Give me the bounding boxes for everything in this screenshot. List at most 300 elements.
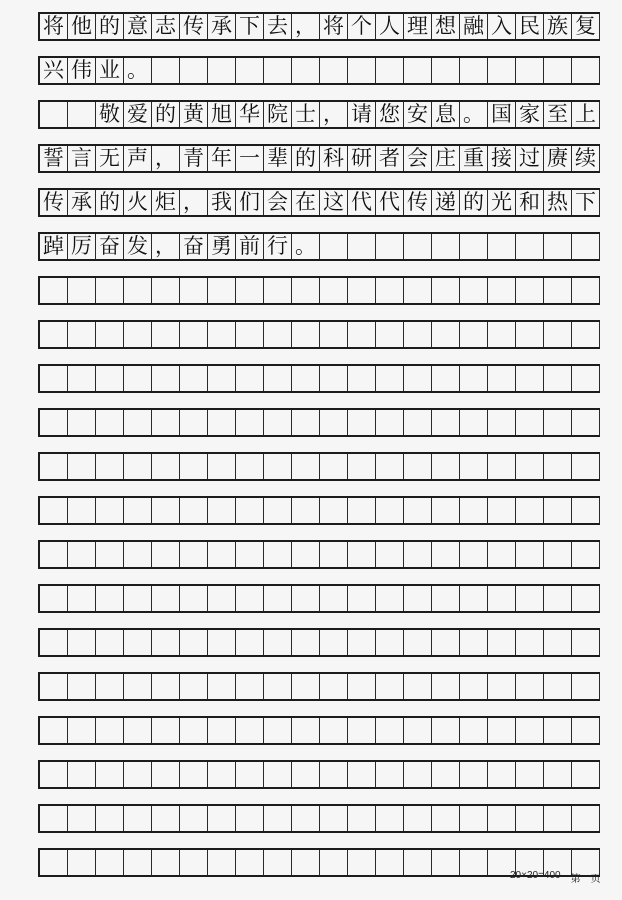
grid-cell <box>404 498 432 523</box>
grid-cell <box>516 234 544 259</box>
grid-cell <box>208 806 236 831</box>
grid-cell: 科 <box>320 146 348 171</box>
grid-cell: 院 <box>264 102 292 127</box>
grid-cell <box>208 322 236 347</box>
grid-cell <box>96 762 124 787</box>
grid-cell <box>68 762 96 787</box>
grid-cell <box>516 674 544 699</box>
grid-cell: 士 <box>292 102 320 127</box>
grid-cell: ， <box>152 234 180 259</box>
grid-cell: 下 <box>572 190 600 215</box>
grid-cell <box>488 234 516 259</box>
grid-cell <box>124 850 152 875</box>
manuscript-row <box>38 804 600 833</box>
grid-cell <box>40 410 68 435</box>
grid-cell <box>68 454 96 479</box>
grid-cell <box>404 718 432 743</box>
grid-cell <box>460 630 488 655</box>
grid-cell: 踔 <box>40 234 68 259</box>
grid-cell: 业 <box>96 58 124 83</box>
grid-cell: 个 <box>348 14 376 39</box>
grid-cell <box>292 674 320 699</box>
grid-cell <box>432 410 460 435</box>
manuscript-row <box>38 364 600 393</box>
grid-cell <box>348 806 376 831</box>
grid-cell <box>404 850 432 875</box>
grid-cell <box>516 630 544 655</box>
grid-cell <box>236 58 264 83</box>
grid-cell <box>292 586 320 611</box>
grid-cell: 代 <box>348 190 376 215</box>
grid-cell <box>180 410 208 435</box>
grid-cell <box>124 278 152 303</box>
grid-cell <box>488 410 516 435</box>
grid-cell <box>124 586 152 611</box>
grid-cell <box>236 806 264 831</box>
grid-cell <box>376 498 404 523</box>
grid-cell <box>516 58 544 83</box>
grid-cell <box>152 322 180 347</box>
manuscript-row <box>38 408 600 437</box>
grid-cell <box>208 498 236 523</box>
grid-cell <box>376 630 404 655</box>
grid-cell <box>320 850 348 875</box>
grid-cell <box>180 674 208 699</box>
grid-cell: 在 <box>292 190 320 215</box>
grid-cell <box>544 410 572 435</box>
manuscript-row <box>38 320 600 349</box>
grid-cell: 去 <box>264 14 292 39</box>
grid-cell <box>544 454 572 479</box>
grid-cell <box>488 366 516 391</box>
grid-cell <box>236 762 264 787</box>
manuscript-row <box>38 56 600 85</box>
grid-cell <box>516 278 544 303</box>
grid-cell: 炬 <box>152 190 180 215</box>
grid-cell <box>208 718 236 743</box>
grid-cell <box>488 542 516 567</box>
grid-cell <box>348 278 376 303</box>
grid-cell <box>404 542 432 567</box>
grid-cell <box>180 278 208 303</box>
grid-cell <box>96 850 124 875</box>
grid-cell <box>544 278 572 303</box>
grid-cell <box>40 718 68 743</box>
grid-cell <box>180 850 208 875</box>
grid-cell: ， <box>180 190 208 215</box>
grid-cell <box>96 718 124 743</box>
grid-cell <box>264 58 292 83</box>
grid-cell: 言 <box>68 146 96 171</box>
grid-cell <box>236 718 264 743</box>
grid-cell <box>152 806 180 831</box>
grid-cell <box>152 762 180 787</box>
grid-cell <box>404 674 432 699</box>
grid-cell <box>488 586 516 611</box>
grid-cell <box>348 454 376 479</box>
grid-cell <box>404 630 432 655</box>
grid-cell <box>376 806 404 831</box>
grid-cell: 请 <box>348 102 376 127</box>
grid-cell <box>320 674 348 699</box>
grid-cell: 年 <box>208 146 236 171</box>
grid-cell <box>348 718 376 743</box>
grid-cell <box>348 322 376 347</box>
grid-cell <box>348 366 376 391</box>
grid-cell <box>124 806 152 831</box>
grid-cell: 会 <box>404 146 432 171</box>
grid-cell <box>320 454 348 479</box>
grid-cell: 人 <box>376 14 404 39</box>
grid-cell <box>544 542 572 567</box>
grid-cell: 家 <box>516 102 544 127</box>
grid-cell <box>180 542 208 567</box>
grid-cell <box>348 674 376 699</box>
grid-cell <box>208 762 236 787</box>
grid-cell <box>292 542 320 567</box>
grid-cell <box>292 630 320 655</box>
page-label-prefix: 第 <box>570 874 581 885</box>
grid-cell <box>460 542 488 567</box>
manuscript-row <box>38 276 600 305</box>
grid-cell <box>572 762 600 787</box>
grid-cell: 光 <box>488 190 516 215</box>
grid-cell <box>404 806 432 831</box>
grid-cell <box>432 322 460 347</box>
manuscript-row <box>38 760 600 789</box>
grid-cell: 声 <box>124 146 152 171</box>
grid-cell <box>40 806 68 831</box>
grid-cell <box>152 366 180 391</box>
grid-cell <box>96 454 124 479</box>
grid-cell <box>96 322 124 347</box>
grid-cell <box>572 542 600 567</box>
grid-cell <box>264 762 292 787</box>
grid-cell <box>292 718 320 743</box>
grid-cell <box>432 278 460 303</box>
grid-cell <box>488 762 516 787</box>
grid-cell <box>460 850 488 875</box>
grid-cell: 的 <box>292 146 320 171</box>
grid-cell <box>68 850 96 875</box>
grid-cell <box>236 410 264 435</box>
grid-cell <box>460 278 488 303</box>
grid-cell <box>124 322 152 347</box>
grid-cell <box>96 630 124 655</box>
grid-cell <box>264 586 292 611</box>
grid-cell <box>208 850 236 875</box>
grid-cell: 。 <box>460 102 488 127</box>
grid-cell <box>460 674 488 699</box>
grid-cell: 奋 <box>96 234 124 259</box>
grid-cell <box>292 58 320 83</box>
grid-cell <box>292 454 320 479</box>
grid-cell <box>516 718 544 743</box>
manuscript-row <box>38 496 600 525</box>
grid-cell: 入 <box>488 14 516 39</box>
grid-cell <box>320 718 348 743</box>
grid-cell <box>572 674 600 699</box>
grid-cell <box>572 234 600 259</box>
grid-cell: 前 <box>236 234 264 259</box>
grid-cell: 息 <box>432 102 460 127</box>
grid-cell <box>96 498 124 523</box>
grid-cell <box>432 454 460 479</box>
grid-cell: 者 <box>376 146 404 171</box>
grid-cell <box>124 498 152 523</box>
grid-cell <box>292 762 320 787</box>
grid-cell: 传 <box>180 14 208 39</box>
grid-cell <box>516 806 544 831</box>
grid-cell: 辈 <box>264 146 292 171</box>
grid-cell: 。 <box>292 234 320 259</box>
grid-cell <box>348 762 376 787</box>
grid-cell <box>320 630 348 655</box>
grid-cell <box>40 630 68 655</box>
grid-cell <box>152 498 180 523</box>
grid-cell <box>460 454 488 479</box>
grid-cell <box>516 454 544 479</box>
grid-cell <box>292 366 320 391</box>
grid-cell <box>460 234 488 259</box>
paper-format-label: 20×20=400 <box>510 870 561 881</box>
grid-cell <box>40 102 68 127</box>
grid-cell <box>320 498 348 523</box>
grid-cell <box>488 454 516 479</box>
grid-cell <box>208 542 236 567</box>
grid-cell <box>180 454 208 479</box>
grid-cell <box>348 542 376 567</box>
grid-cell <box>320 322 348 347</box>
grid-cell: 传 <box>40 190 68 215</box>
grid-cell: 发 <box>124 234 152 259</box>
grid-cell <box>124 630 152 655</box>
grid-cell: 热 <box>544 190 572 215</box>
grid-cell <box>432 806 460 831</box>
grid-cell <box>292 498 320 523</box>
grid-cell <box>572 586 600 611</box>
grid-cell: ， <box>292 14 320 39</box>
grid-cell <box>460 322 488 347</box>
grid-cell <box>236 630 264 655</box>
grid-cell <box>404 586 432 611</box>
grid-cell <box>432 762 460 787</box>
grid-cell <box>124 674 152 699</box>
grid-cell: 将 <box>40 14 68 39</box>
grid-cell <box>264 674 292 699</box>
manuscript-row <box>38 188 600 217</box>
grid-cell <box>152 454 180 479</box>
grid-cell <box>320 806 348 831</box>
grid-cell <box>236 498 264 523</box>
grid-cell <box>96 542 124 567</box>
grid-cell <box>572 806 600 831</box>
grid-cell <box>124 762 152 787</box>
grid-cell <box>40 366 68 391</box>
grid-cell: 代 <box>376 190 404 215</box>
grid-cell <box>40 762 68 787</box>
grid-cell: 爱 <box>124 102 152 127</box>
grid-cell <box>96 410 124 435</box>
grid-cell <box>516 410 544 435</box>
grid-cell <box>516 762 544 787</box>
grid-cell: 传 <box>404 190 432 215</box>
grid-cell <box>348 58 376 83</box>
grid-cell <box>264 850 292 875</box>
grid-cell <box>292 806 320 831</box>
grid-cell <box>516 322 544 347</box>
grid-cell: 至 <box>544 102 572 127</box>
grid-cell <box>432 674 460 699</box>
grid-cell <box>292 410 320 435</box>
grid-cell <box>40 454 68 479</box>
grid-cell: 黄 <box>180 102 208 127</box>
grid-cell <box>40 322 68 347</box>
grid-cell <box>236 278 264 303</box>
grid-cell: 们 <box>236 190 264 215</box>
grid-cell <box>96 586 124 611</box>
grid-cell <box>124 410 152 435</box>
grid-cell: 族 <box>544 14 572 39</box>
page-footer <box>510 870 601 885</box>
grid-cell: 这 <box>320 190 348 215</box>
grid-cell: 融 <box>460 14 488 39</box>
grid-cell: 志 <box>152 14 180 39</box>
grid-cell: 续 <box>572 146 600 171</box>
grid-cell <box>320 586 348 611</box>
grid-cell <box>460 498 488 523</box>
grid-cell: 民 <box>516 14 544 39</box>
grid-cell <box>152 586 180 611</box>
grid-cell <box>96 674 124 699</box>
grid-cell <box>236 850 264 875</box>
grid-cell: 的 <box>96 190 124 215</box>
grid-cell: 过 <box>516 146 544 171</box>
grid-cell <box>348 410 376 435</box>
grid-cell <box>208 630 236 655</box>
grid-cell <box>236 322 264 347</box>
grid-cell <box>404 322 432 347</box>
grid-cell <box>460 58 488 83</box>
manuscript-row <box>38 584 600 613</box>
grid-cell: 庄 <box>432 146 460 171</box>
grid-cell <box>180 58 208 83</box>
grid-cell <box>348 850 376 875</box>
grid-cell <box>376 454 404 479</box>
grid-cell <box>432 718 460 743</box>
manuscript-row <box>38 628 600 657</box>
grid-cell <box>488 806 516 831</box>
grid-cell <box>432 498 460 523</box>
grid-cell <box>292 278 320 303</box>
grid-cell <box>264 366 292 391</box>
grid-cell: 行 <box>264 234 292 259</box>
grid-cell <box>572 498 600 523</box>
manuscript-row <box>38 144 600 173</box>
grid-cell <box>544 806 572 831</box>
grid-cell: 理 <box>404 14 432 39</box>
grid-cell <box>96 806 124 831</box>
grid-cell <box>544 718 572 743</box>
grid-cell <box>124 542 152 567</box>
grid-cell <box>376 366 404 391</box>
grid-cell: 旭 <box>208 102 236 127</box>
grid-cell: 。 <box>124 58 152 83</box>
grid-cell <box>208 366 236 391</box>
grid-cell <box>68 498 96 523</box>
grid-cell: 他 <box>68 14 96 39</box>
grid-cell <box>264 498 292 523</box>
grid-cell <box>152 278 180 303</box>
grid-cell <box>432 58 460 83</box>
manuscript-row <box>38 672 600 701</box>
grid-cell <box>432 366 460 391</box>
grid-cell <box>544 234 572 259</box>
grid-cell <box>404 410 432 435</box>
grid-cell: 您 <box>376 102 404 127</box>
grid-cell <box>376 850 404 875</box>
grid-cell <box>488 322 516 347</box>
grid-cell <box>292 322 320 347</box>
grid-cell <box>572 630 600 655</box>
grid-cell <box>68 806 96 831</box>
grid-cell <box>572 366 600 391</box>
grid-cell <box>544 674 572 699</box>
grid-cell <box>96 366 124 391</box>
grid-cell <box>460 410 488 435</box>
grid-cell <box>572 454 600 479</box>
grid-cell <box>376 322 404 347</box>
grid-cell <box>460 762 488 787</box>
grid-cell <box>488 58 516 83</box>
grid-cell <box>376 718 404 743</box>
grid-cell <box>180 498 208 523</box>
grid-cell <box>208 410 236 435</box>
grid-cell <box>432 850 460 875</box>
grid-cell <box>124 454 152 479</box>
grid-cell <box>180 762 208 787</box>
grid-cell <box>264 806 292 831</box>
page-label-suffix: 页 <box>590 874 601 885</box>
grid-cell <box>40 542 68 567</box>
grid-cell <box>68 322 96 347</box>
grid-cell: 想 <box>432 14 460 39</box>
grid-cell <box>320 58 348 83</box>
grid-cell: 华 <box>236 102 264 127</box>
grid-cell <box>264 718 292 743</box>
grid-cell <box>40 498 68 523</box>
grid-cell <box>544 762 572 787</box>
grid-cell <box>320 278 348 303</box>
grid-cell <box>40 850 68 875</box>
manuscript-row <box>38 100 600 129</box>
grid-cell <box>264 322 292 347</box>
grid-cell <box>40 586 68 611</box>
grid-cell <box>544 630 572 655</box>
grid-cell <box>152 630 180 655</box>
grid-cell: 伟 <box>68 58 96 83</box>
grid-cell <box>68 674 96 699</box>
grid-cell: 将 <box>320 14 348 39</box>
grid-cell: 厉 <box>68 234 96 259</box>
grid-cell <box>264 454 292 479</box>
grid-cell: 国 <box>488 102 516 127</box>
grid-cell: 上 <box>572 102 600 127</box>
grid-cell <box>320 542 348 567</box>
grid-cell <box>320 234 348 259</box>
grid-cell <box>488 278 516 303</box>
grid-cell <box>488 498 516 523</box>
